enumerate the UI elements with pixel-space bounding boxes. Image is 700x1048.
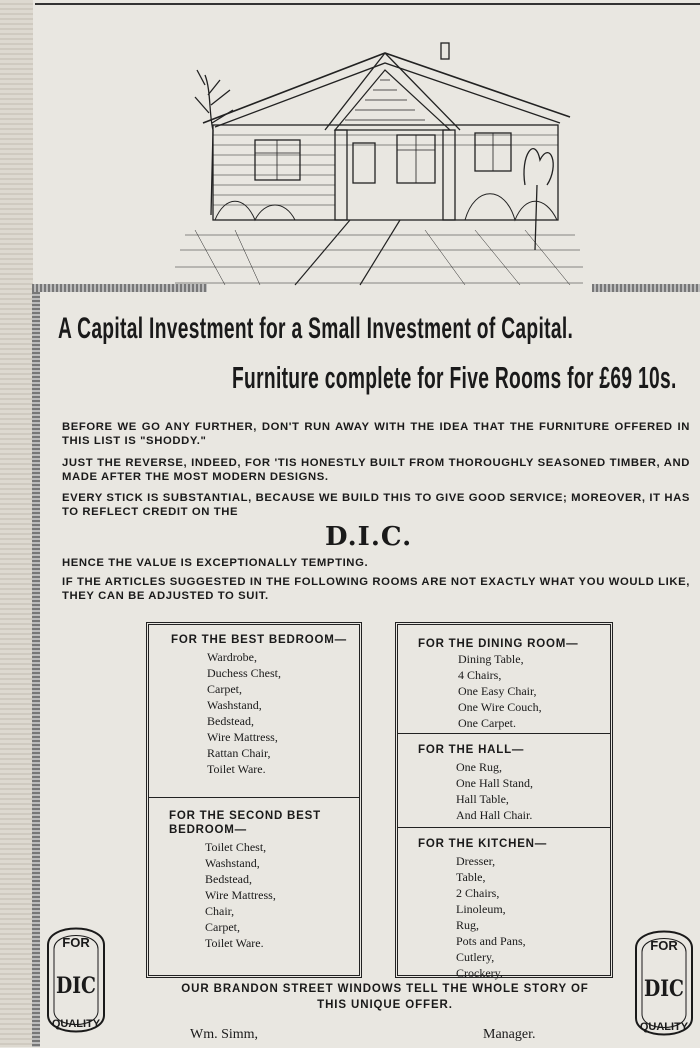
room-items-list	[398, 853, 610, 981]
list-item: Dresser,	[456, 854, 496, 868]
border-frame-top-left	[32, 284, 207, 292]
list-item: Carpet,	[205, 920, 240, 934]
subheadline: Furniture complete for Five Rooms for £69 10s.	[232, 360, 677, 395]
room-items-list	[149, 839, 359, 951]
list-item: One Wire Couch,	[458, 700, 542, 714]
room-dining	[398, 637, 610, 731]
paragraph-1: BEFORE WE GO ANY FURTHER, DON'T RUN AWAY WITH THE IDEA THAT THE FURNITURE OFFERED IN THIS LIST IS "SHODDY."	[62, 421, 690, 447]
list-item: 4 Chairs,	[458, 668, 502, 682]
list-item: Cutlery,	[456, 950, 495, 964]
list-item: Table,	[456, 870, 486, 884]
list-item: Washstand,	[205, 856, 260, 870]
list-item: Rug,	[456, 918, 480, 932]
room-box-left	[146, 622, 362, 978]
list-item: Duchess Chest,	[207, 666, 281, 680]
badge-bottom-text: QUALITY	[51, 1018, 101, 1030]
list-item: Rattan Chair,	[207, 746, 271, 760]
list-item: Toilet Chest,	[205, 840, 267, 854]
list-item: Pots and Pans,	[456, 934, 526, 948]
page-margin-strip	[0, 0, 33, 1047]
paragraph-4: HENCE THE VALUE IS EXCEPTIONALLY TEMPTING.	[62, 557, 369, 569]
room-hall	[398, 743, 610, 823]
footer-line-2: THIS UNIQUE OFFER.	[317, 999, 453, 1011]
dic-quality-badge-right	[628, 918, 700, 1048]
brand-name: D.I.C.	[325, 522, 413, 552]
paragraph-3: EVERY STICK IS SUBSTANTIAL, BECAUSE WE BUILD THIS TO GIVE GOOD SERVICE; MOREOVER, IT HAS TO REFLECT CREDIT ON THE	[62, 492, 690, 518]
dic-quality-badge-left	[40, 915, 112, 1045]
list-item: Washstand,	[207, 698, 262, 712]
room-items-list	[398, 651, 610, 731]
room-second-bedroom	[149, 809, 359, 951]
badge-middle-text: DIC	[644, 976, 684, 1002]
list-item: Wire Mattress,	[207, 730, 278, 744]
paragraph-2: JUST THE REVERSE, INDEED, FOR 'TIS HONESTLY BUILT FROM THOROUGHLY SEASONED TIMBER, AND MADE AFTER THE MOST MODERN DESIGNS.	[62, 457, 690, 483]
list-item: Bedstead,	[207, 714, 254, 728]
border-frame-left	[32, 284, 40, 1047]
list-item: Hall Table,	[456, 792, 509, 806]
list-item: 2 Chairs,	[456, 886, 500, 900]
signature-title: Manager.	[483, 1027, 536, 1042]
list-item: Bedstead,	[205, 872, 252, 886]
room-title: FOR THE DINING ROOM—	[418, 638, 579, 650]
list-item: Carpet,	[207, 682, 242, 696]
list-item: One Hall Stand,	[456, 776, 533, 790]
list-item: One Easy Chair,	[458, 684, 537, 698]
top-rule	[35, 3, 700, 5]
badge-bottom-text: QUALITY	[639, 1021, 689, 1033]
room-best-bedroom	[149, 633, 359, 777]
list-item: Toilet Ware.	[205, 936, 264, 950]
room-box-right	[395, 622, 613, 978]
list-item: Toilet Ware.	[207, 762, 266, 776]
divider	[398, 733, 610, 734]
paragraph-5: IF THE ARTICLES SUGGESTED IN THE FOLLOWING ROOMS ARE NOT EXACTLY WHAT YOU WOULD LIKE, THEY CAN BE ADJUSTED TO SUIT.	[62, 576, 690, 602]
signature-name: Wm. Simm,	[190, 1027, 259, 1042]
badge-top-text: FOR	[62, 935, 90, 950]
room-kitchen	[398, 837, 610, 981]
list-item: Crockery.	[456, 966, 503, 980]
house-illustration	[175, 35, 585, 290]
list-item: One Rug,	[456, 760, 502, 774]
list-item: Linoleum,	[456, 902, 506, 916]
list-item: One Carpet.	[458, 716, 516, 730]
border-frame-top-right	[592, 284, 700, 292]
divider	[398, 827, 610, 828]
room-items-list	[149, 649, 359, 777]
list-item: Wire Mattress,	[205, 888, 276, 902]
divider	[149, 797, 359, 798]
list-item: And Hall Chair.	[456, 808, 533, 822]
badge-middle-text: DIC	[56, 973, 96, 999]
list-item: Wardrobe,	[207, 650, 258, 664]
room-title: FOR THE HALL—	[418, 744, 525, 756]
footer-line-1: OUR BRANDON STREET WINDOWS TELL THE WHOLE STORY OF	[181, 983, 589, 995]
badge-top-text: FOR	[650, 938, 678, 953]
room-title: FOR THE SECOND BEST BEDROOM—	[169, 810, 321, 836]
room-title: FOR THE KITCHEN—	[418, 838, 548, 850]
room-title: FOR THE BEST BEDROOM—	[171, 634, 347, 646]
list-item: Chair,	[205, 904, 235, 918]
headline: A Capital Investment for a Small Investment of Capital.	[58, 312, 574, 345]
room-items-list	[398, 759, 610, 823]
list-item: Dining Table,	[458, 652, 524, 666]
